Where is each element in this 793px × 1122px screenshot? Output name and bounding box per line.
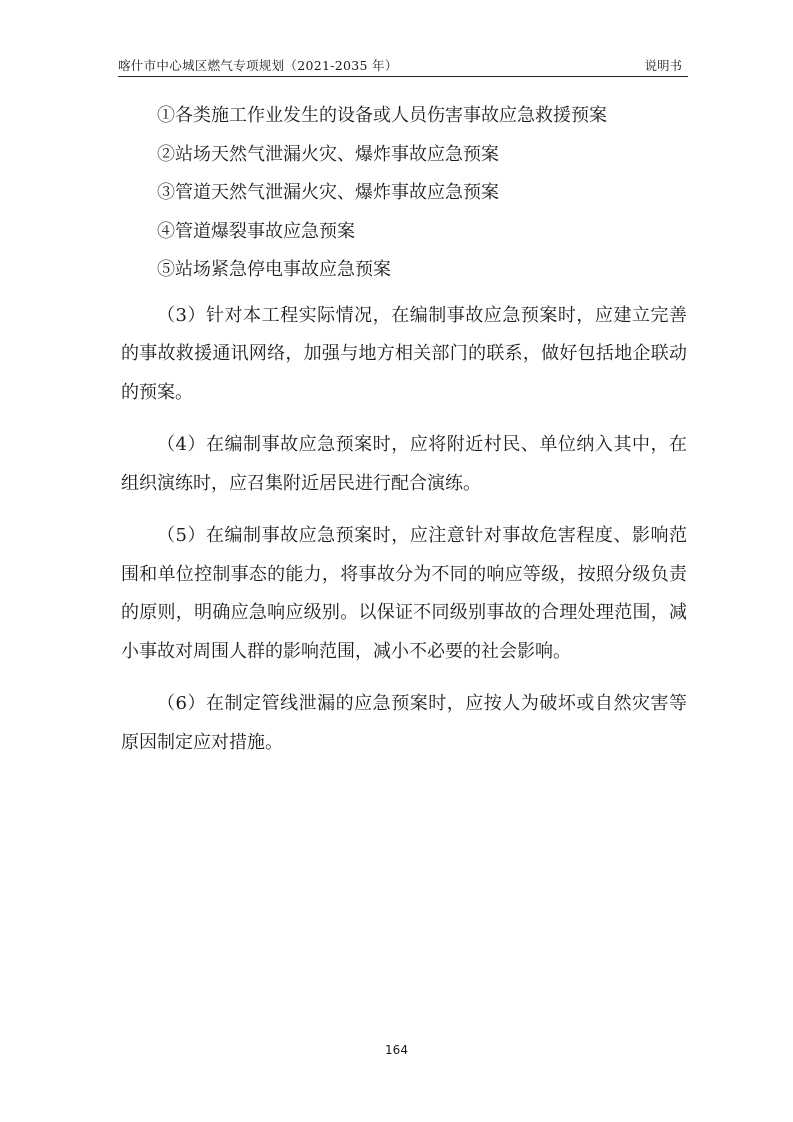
paragraph: （3）针对本工程实际情况，在编制事故应急预案时，应建立完善的事故救援通讯网络，加强与地方相关部门的联系，做好包括地企联动的预案。 bbox=[121, 304, 687, 403]
page-header bbox=[118, 52, 688, 77]
list-item: ②站场天然气泄漏火灾、爆炸事故应急预案 bbox=[157, 143, 499, 165]
page-body bbox=[121, 104, 687, 776]
list-item: ④管道爆裂事故应急预案 bbox=[157, 220, 355, 242]
document-section-label: 说明书 bbox=[644, 58, 682, 73]
list-item: ①各类施工作业发生的设备或人员伤害事故应急救援预案 bbox=[157, 105, 607, 126]
paragraph: （6）在制定管线泄漏的应急预案时，应按人为破坏或自然灾害等原因制定应对措施。 bbox=[121, 693, 687, 753]
list-item: ③管道天然气泄漏火灾、爆炸事故应急预案 bbox=[157, 182, 499, 204]
paragraph: （4）在编制事故应急预案时，应将附近村民、单位纳入其中，在组织演练时，应召集附近居民进行配合演练。 bbox=[121, 434, 687, 494]
document-title: 喀什市中心城区燃气专项规划（2021-2035 年） bbox=[118, 58, 398, 73]
list-item: ⑤站场紧急停电事故应急预案 bbox=[157, 259, 391, 281]
paragraph: （5）在编制事故应急预案时，应注意针对事故危害程度、影响范围和单位控制事态的能力，将事故分为不同的响应等级，按照分级负责的原则，明确应急响应级别。以保证不同级别事故的合理处理范围，减小事故对周围人群的影响范围，减小不必要的社会影响。 bbox=[121, 525, 687, 662]
page-number: 164 bbox=[385, 1043, 408, 1057]
